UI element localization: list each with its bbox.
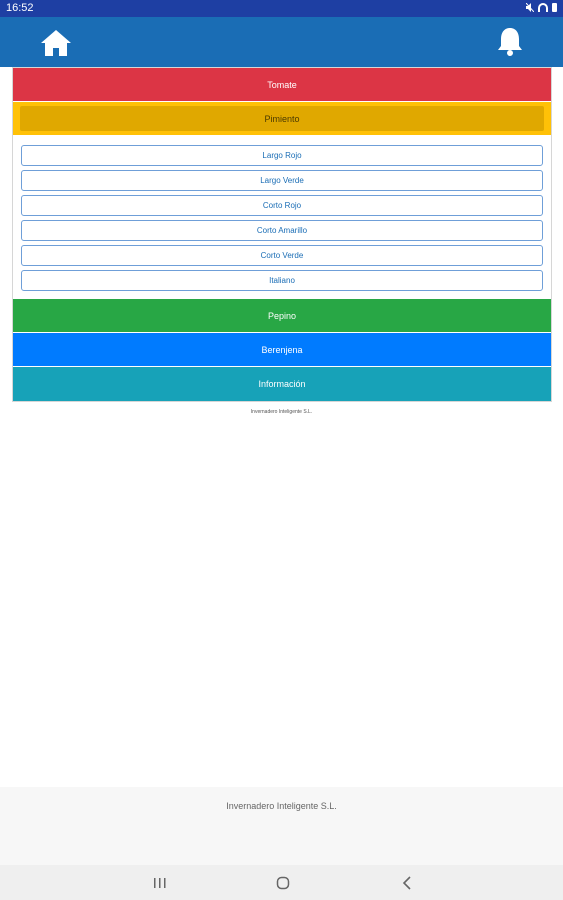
chevron-left-icon [398,874,418,892]
footer-credit: Invernadero Inteligente S.L. [226,801,337,811]
subitem-corto-amarillo[interactable]: Corto Amarillo [21,220,543,241]
wifi-icon [538,3,548,12]
home-icon [40,29,72,57]
category-pepino[interactable]: Pepino [13,299,551,333]
system-home-button[interactable] [273,874,293,892]
status-bar [0,0,563,17]
category-pimiento[interactable] [13,102,551,136]
category-menu [12,67,552,402]
recent-apps-icon [150,874,170,892]
subitem-corto-rojo[interactable]: Corto Rojo [21,195,543,216]
system-nav-bar [0,865,563,900]
small-credit-text: Invernadero Inteligente S.L. [250,409,313,415]
category-tomate[interactable]: Tomate [13,68,551,102]
pimiento-sublist [13,136,551,299]
subitem-italiano[interactable]: Italiano [21,270,543,291]
category-pimiento-label: Pimiento [20,106,544,131]
status-icons [526,3,557,12]
app-bar [0,17,563,67]
back-button[interactable] [398,874,418,892]
notifications-button[interactable] [497,26,523,56]
mute-icon [526,3,534,12]
subitem-corto-verde[interactable]: Corto Verde [21,245,543,266]
status-time: 16:52 [6,2,34,14]
footer [0,787,563,865]
recent-apps-button[interactable] [150,874,170,892]
circle-home-icon [273,874,293,892]
category-informacion[interactable]: Información [13,367,551,401]
battery-icon [552,3,557,12]
home-button[interactable] [40,29,72,57]
subitem-largo-rojo[interactable]: Largo Rojo [21,145,543,166]
bell-icon [497,26,523,56]
subitem-largo-verde[interactable]: Largo Verde [21,170,543,191]
category-berenjena[interactable]: Berenjena [13,333,551,367]
